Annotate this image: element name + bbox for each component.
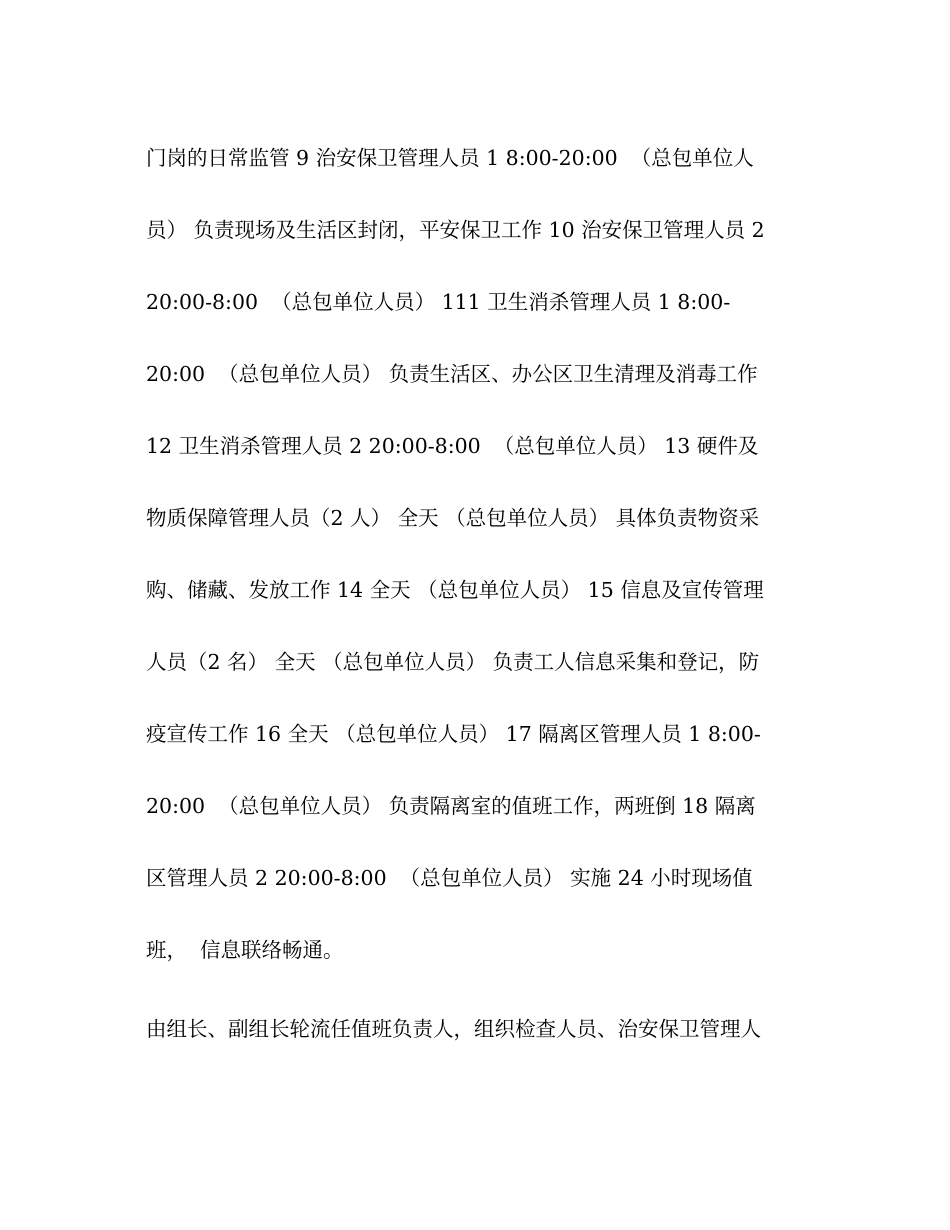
text-line: 购、储藏、发放工作 14 全天 （总包单位人员） 15 信息及宣传管理 — [146, 578, 764, 602]
text-line: 班， 信息联络畅通。 — [146, 938, 344, 962]
text-line: 物质保障管理人员（2 人） 全天 （总包单位人员） 具体负责物资采 — [146, 506, 760, 530]
text-line: 20:00 （总包单位人员） 负责生活区、办公区卫生清理及消毒工作 — [146, 362, 758, 386]
text-line: 20:00-8:00 （总包单位人员） 111 卫生消杀管理人员 1 8:00- — [146, 290, 731, 314]
text-line: 员） 负责现场及生活区封闭，平安保卫工作 10 治安保卫管理人员 2 — [146, 218, 765, 242]
text-line: 12 卫生消杀管理人员 2 20:00-8:00 （总包单位人员） 13 硬件及 — [146, 434, 759, 458]
text-line: 20:00 （总包单位人员） 负责隔离室的值班工作，两班倒 18 隔离 — [146, 794, 756, 818]
duty-roster-paragraph — [146, 148, 826, 1012]
text-line: 疫宣传工作 16 全天 （总包单位人员） 17 隔离区管理人员 1 8:00- — [146, 722, 761, 746]
text-line: 门岗的日常监管 9 治安保卫管理人员 1 8:00-20:00 （总包单位人 — [146, 146, 754, 170]
duty-leader-paragraph — [146, 1019, 826, 1091]
text-line: 由组长、副组长轮流任值班负责人，组织检查人员、治安保卫管理人 — [146, 1017, 761, 1041]
text-line: 人员（2 名） 全天 （总包单位人员） 负责工人信息采集和登记，防 — [146, 650, 760, 674]
text-line: 区管理人员 2 20:00-8:00 （总包单位人员） 实施 24 小时现场值 — [146, 866, 753, 890]
